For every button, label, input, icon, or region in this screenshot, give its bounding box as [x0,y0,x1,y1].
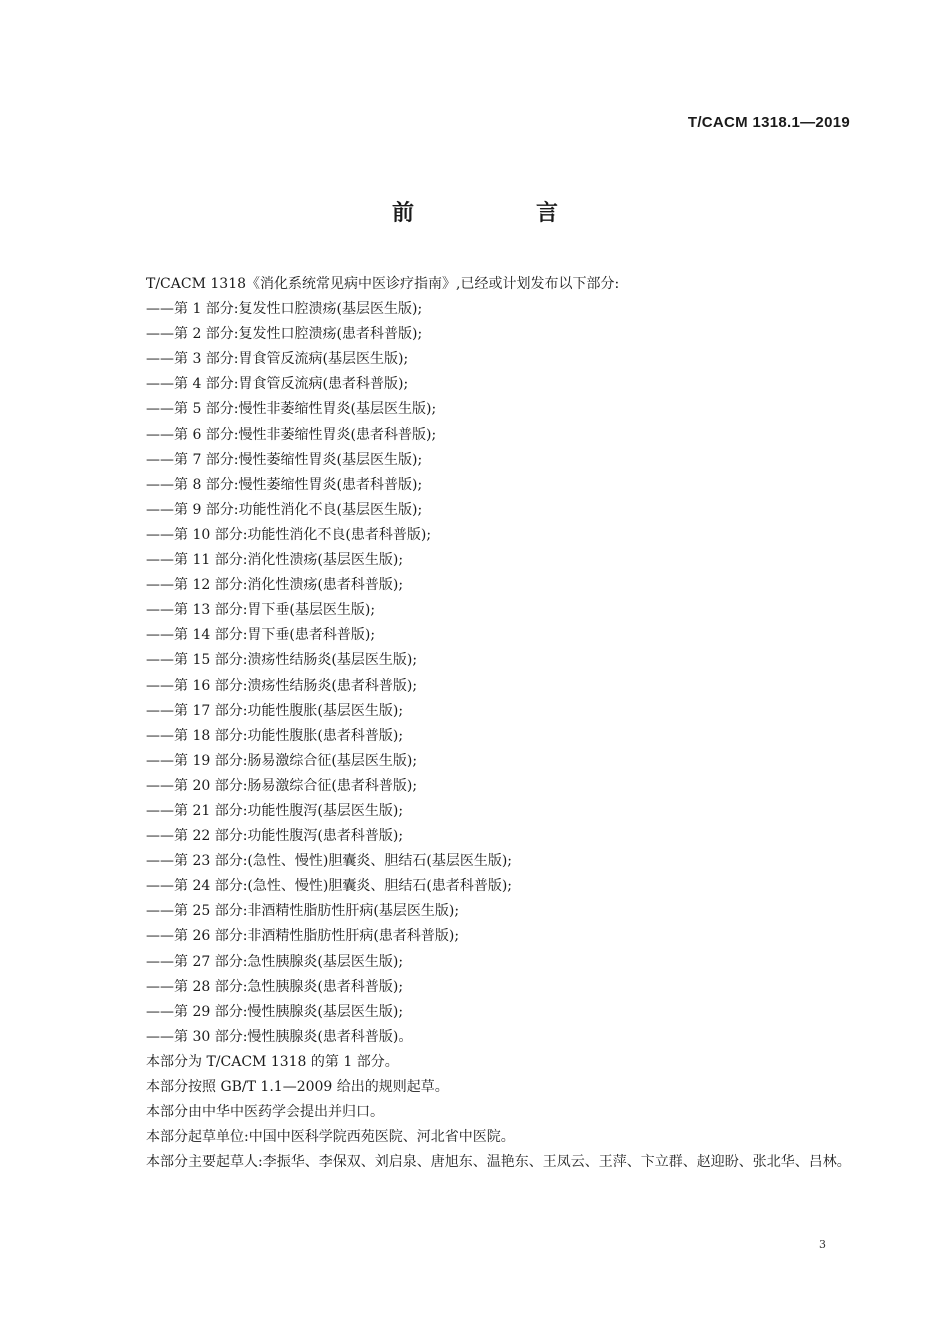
parts-list [116,297,856,1050]
part-list-item: ——第 7 部分:慢性萎缩性胃炎(基层医生版); [146,451,423,468]
part-list-item: ——第 30 部分:慢性胰腺炎(患者科普版)。 [146,1028,413,1045]
statements-list [116,1050,856,1175]
part-list-item: ——第 24 部分:(急性、慢性)胆囊炎、胆结石(患者科普版); [146,878,512,895]
part-list-item: ——第 25 部分:非酒精性脂肪性肝病(基层医生版); [146,903,460,920]
part-list-item: ——第 28 部分:急性胰腺炎(患者科普版); [146,978,404,995]
part-list-item: ——第 29 部分:慢性胰腺炎(基层医生版); [146,1003,404,1020]
part-list-item: ——第 26 部分:非酒精性脂肪性肝病(患者科普版); [146,928,460,945]
page-number: 3 [819,1238,826,1251]
part-list-item: ——第 21 部分:功能性腹泻(基层医生版); [146,802,404,819]
foreword-body [116,272,856,1175]
part-list-item: ——第 5 部分:慢性非萎缩性胃炎(基层医生版); [146,401,437,418]
part-list-item: ——第 3 部分:胃食管反流病(基层医生版); [146,351,409,368]
part-list-item: ——第 19 部分:肠易激综合征(基层医生版); [146,752,418,769]
part-list-item: ——第 9 部分:功能性消化不良(基层医生版); [146,501,423,518]
part-list-item: ——第 23 部分:(急性、慢性)胆囊炎、胆结石(基层医生版); [146,853,512,870]
part-list-item: ——第 2 部分:复发性口腔溃疡(患者科普版); [146,326,423,343]
part-list-item: ——第 10 部分:功能性消化不良(患者科普版); [146,526,432,543]
part-list-item: ——第 17 部分:功能性腹胀(基层医生版); [146,702,404,719]
statement-paragraph: 本部分主要起草人:李振华、李保双、刘启泉、唐旭东、温艳东、王凤云、王萍、卞立群、赵迎盼、张北华、吕林。 [146,1154,851,1171]
part-list-item: ——第 27 部分:急性胰腺炎(基层医生版); [146,953,404,970]
part-list-item: ——第 14 部分:胃下垂(患者科普版); [146,627,376,644]
statement-paragraph: 本部分为 T/CACM 1318 的第 1 部分。 [146,1053,399,1070]
part-list-item: ——第 12 部分:消化性溃疡(患者科普版); [146,577,404,594]
part-list-item: ——第 20 部分:肠易激综合征(患者科普版); [146,777,418,794]
standard-code: T/CACM 1318.1—2019 [687,114,850,131]
part-list-item: ——第 22 部分:功能性腹泻(患者科普版); [146,828,404,845]
part-list-item: ——第 8 部分:慢性萎缩性胃炎(患者科普版); [146,476,423,493]
statement-paragraph: 本部分由中华中医药学会提出并归口。 [146,1104,384,1121]
statement-paragraph: 本部分起草单位:中国中医科学院西苑医院、河北省中医院。 [146,1129,515,1146]
part-list-item: ——第 1 部分:复发性口腔溃疡(基层医生版); [146,301,423,318]
part-list-item: ——第 15 部分:溃疡性结肠炎(基层医生版); [146,652,418,669]
intro-paragraph: T/CACM 1318《消化系统常见病中医诊疗指南》,已经或计划发布以下部分: [146,276,620,292]
part-list-item: ——第 4 部分:胃食管反流病(患者科普版); [146,376,409,393]
part-list-item: ——第 6 部分:慢性非萎缩性胃炎(患者科普版); [146,426,437,443]
part-list-item: ——第 13 部分:胃下垂(基层医生版); [146,602,376,619]
part-list-item: ——第 11 部分:消化性溃疡(基层医生版); [146,552,404,569]
part-list-item: ——第 16 部分:溃疡性结肠炎(患者科普版); [146,677,418,694]
part-list-item: ——第 18 部分:功能性腹胀(患者科普版); [146,727,404,744]
page-title: 前 言 [391,201,608,226]
statement-paragraph: 本部分按照 GB/T 1.1—2009 给出的规则起草。 [146,1079,449,1095]
